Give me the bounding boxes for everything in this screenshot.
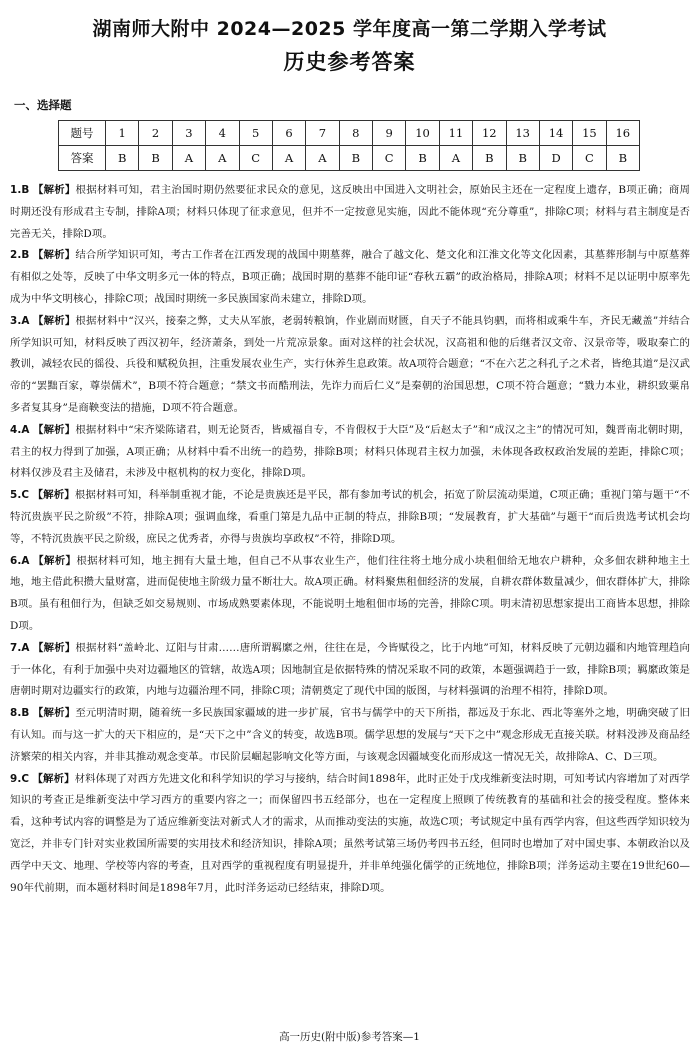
question-number-cell: 4 — [206, 121, 239, 146]
item-answer: 2.B — [10, 249, 30, 262]
analysis-tag: 【解析】 — [32, 707, 76, 720]
answer-cell: B — [106, 146, 139, 171]
question-number-cell: 11 — [439, 121, 472, 146]
explanation-item — [10, 420, 690, 485]
question-number-cell: 2 — [139, 121, 172, 146]
answer-table — [58, 120, 640, 171]
question-number-cell: 16 — [606, 121, 639, 146]
explanation-item — [10, 703, 690, 768]
analysis-tag: 【解析】 — [33, 554, 77, 567]
answer-cell: A — [306, 146, 339, 171]
analysis-tag: 【解析】 — [32, 184, 76, 196]
item-answer: 8.B — [10, 707, 30, 720]
item-text: 根据材料“盖岭北、辽阳与甘肃……唐所谓羁縻之州，往往在是，今皆赋役之，比于内地”可知，材料反映了元朝边疆和内地管理趋向于一体化，有利于加强中央对边疆地区的管辖，故选A项；因地制宜是依据特殊的情况采取不同的政策，本题强调趋于一致，排除B项；羁縻政策是唐朝时期对边疆实行的政策，内地与边疆治理不同，排除C项；清朝奠定了现代中国的版图，与材料强调的治理不相符，排除D项。 — [10, 641, 690, 698]
explanation-item — [10, 485, 690, 550]
row-label-answer: 答案 — [59, 146, 106, 171]
page-footer: 高一历史(附中版)参考答案—1 — [279, 1031, 420, 1043]
page-title: 湖南师大附中 2024—2025 学年度高一第二学期入学考试 — [92, 18, 607, 40]
item-text: 根据材料中“汉兴，接秦之弊，丈夫从军旅，老弱转粮饷，作业剧而财匮，自天子不能具钧驷，而将相或乘牛车，齐民无藏盖”并结合所学知识可知，材料反映了西汉初年，经济萧条，到处一片荒凉景象。面对这样的社会状况，汉高祖和他的后继者汉文帝、汉景帝等，吸取秦亡的教训，减轻农民的徭役、兵役和赋税负担，注重发展农业生产，实行休养生息政策。故A项符合题意；“不在六艺之科孔子之术者，皆绝其道”是汉武帝的“罢黜百家，尊崇儒术”，B项不符合题意；“禁文书而酷刑法，先诈力而后仁义”是秦朝的治国思想，C项不符合题意；“戮力本业，耕织致粟帛多者复其身”是商鞅变法的措施，D项不符合题意。 — [10, 314, 691, 414]
item-answer: 4.A — [10, 423, 30, 436]
question-number-cell: 14 — [539, 121, 572, 146]
answer-cell: B — [606, 146, 639, 171]
answer-cell: A — [439, 146, 472, 171]
question-number-cell: 1 — [106, 121, 139, 146]
question-number-cell: 8 — [339, 121, 372, 146]
explanation-item — [10, 180, 690, 245]
question-number-cell: 15 — [573, 121, 606, 146]
item-text: 材料体现了对西方先进文化和科学知识的学习与接纳，结合时间1898年，此时正处于戊戌维新变法时期，可知考试内容增加了对西学知识的考查正是维新变法中学习西方的重要内容之一；而保留四书五经部分，也在一定程度上照顾了传统教育的基础和社会的接受程度。整体来看，这种考试内容的调整是为了适应维新变法对新式人才的需求，从而推动变法的实施，故选C项；考试规定中虽有西学内容，但这些西学知识较为宽泛，并非专门针对实业救国所需要的实用技术和经济知识，排除A项；虽然考试第三场仍考四书五经，但同时也增加了对中国史事、本朝政治以及西学中天文、地理、学校等内容的考查，且对西学的重视程度有明显提升，并非单纯强化儒学的正统地位，排除B项；洋务运动主要在19世纪60—90年代前期，而本题材料时间是1898年7月，此时洋务运动已经结束，排除D项。 — [10, 772, 691, 894]
answer-cell: B — [506, 146, 539, 171]
question-number-cell: 13 — [506, 121, 539, 146]
analysis-tag: 【解析】 — [33, 641, 76, 654]
item-answer: 3.A — [10, 314, 30, 327]
answer-cell: D — [539, 146, 572, 171]
row-label-question: 题号 — [59, 121, 106, 146]
answer-cell: C — [573, 146, 606, 171]
question-number-cell: 10 — [406, 121, 439, 146]
item-answer: 1.B — [10, 184, 30, 196]
question-number-cell: 9 — [373, 121, 406, 146]
item-answer: 5.C — [10, 489, 30, 502]
item-text: 至元明清时期，随着统一多民族国家疆域的进一步扩展，官书与儒学中的天下所指，都远及于东北、西北等塞外之地，明确突破了旧有认知。而与这一扩大的天下相应的，是“天下之中”含义的转变，故选B项。儒学思想的发展与“天下之中”观念形成无直接关联。材料没涉及商品经济繁荣的相关内容，并非其推动观念变革。市民阶层崛起影响文化等方面，与该观念因疆域变化而形成这一情况无关，故排除A、C、D三项。 — [10, 707, 690, 763]
explanation-item — [10, 638, 690, 703]
answer-cell: B — [339, 146, 372, 171]
page-subtitle: 历史参考答案 — [283, 50, 416, 74]
analysis-tag: 【解析】 — [33, 423, 76, 436]
answer-cell: A — [172, 146, 205, 171]
item-text: 根据材料可知，君主治国时期仍然要征求民众的意见，这反映出中国进入文明社会，原始民主还在一定程度上遗存，B项正确；商周时期还没有形成君主专制，排除A项；材料只体现了征求意见，但并不一定按意见实施，因此不能体现“充分尊重”，排除C项；材料与君主制度是否完善无关，排除D项。 — [10, 184, 690, 240]
analysis-tag: 【解析】 — [33, 314, 76, 327]
question-number-cell: 12 — [473, 121, 506, 146]
answer-cell: B — [473, 146, 506, 171]
explanation-item — [10, 245, 690, 310]
answer-cell: B — [406, 146, 439, 171]
section-heading: 一、选择题 — [14, 98, 72, 112]
item-text: 根据材料中“宋齐梁陈诸君，则无论贤否，皆威福自专，不肯假权于大臣”及“后赵太子”和“成汉之主”的情况可知，魏晋南北朝时期，君主的权力得到了加强，A项正确；从材料中看不出统一的趋势，排除B项；材料只体现君主权力加强，未体现各政权政治发展的差距，排除C项；材料仅涉及君主及储君，未涉及中枢机构的权力变化，排除D项。 — [10, 423, 691, 480]
question-number-cell: 3 — [172, 121, 205, 146]
item-answer: 7.A — [10, 641, 30, 654]
question-number-cell: 6 — [272, 121, 305, 146]
question-number-row — [59, 121, 640, 146]
answer-cell: C — [373, 146, 406, 171]
item-answer: 9.C — [10, 772, 30, 785]
item-text: 根据材料可知，地主拥有大量土地，但自己不从事农业生产，他们往往将土地分成小块租佃给无地农户耕种，众多佃农耕种地主土地，地主借此积攒大量财富，进而促使地主阶级力量不断壮大。故A项正确。材料聚焦租佃经济的发展，自耕农群体数量减少，佃农群体扩大，排除B项。虽有租佃行为，但缺乏如交易规则、市场成熟要素体现，不能说明土地租佃市场的完善，排除C项。明末清初思想家提出工商皆本思想，排除D项。 — [10, 554, 690, 632]
analysis-tag: 【解析】 — [32, 249, 76, 262]
explanation-item — [10, 769, 690, 900]
explanation-item — [10, 551, 690, 638]
answer-cell: A — [206, 146, 239, 171]
item-answer: 6.A — [10, 554, 30, 567]
answer-cell: A — [272, 146, 305, 171]
explanation-list — [10, 180, 690, 899]
item-text: 结合所学知识可知，考古工作者在江西发现的战国中期墓葬，融合了越文化、楚文化和江淮文化等文化因素，其墓葬形制与中原墓葬有相似之处等，反映了中华文明多元一体的特点，B项正确；战国时期的墓葬不能印证“春秋五霸”的政治格局，排除A项；材料不足以证明中原率先成为中华文明核心，排除C项；战国时期统一多民族国家尚未建立，排除D项。 — [10, 249, 690, 305]
analysis-tag: 【解析】 — [32, 489, 75, 502]
explanation-item — [10, 311, 690, 420]
answer-cell: C — [239, 146, 272, 171]
answer-row — [59, 146, 640, 171]
item-text: 根据材料可知，科举制重视才能，不论是贵族还是平民，都有参加考试的机会，拓宽了阶层流动渠道，C项正确；重视门第与题干“不特沉贵族平民之阶级”不符，排除A项；强调血缘，看重门第是九品中正制的特点，排除B项；“发展教育，扩大基础”与题干“而后贵选考试机会均等，不特沉贵族平民之阶级，庶民之优秀者，亦得与贵族均享政权”不符，排除D项。 — [10, 489, 691, 545]
question-number-cell: 7 — [306, 121, 339, 146]
answer-cell: B — [139, 146, 172, 171]
question-number-cell: 5 — [239, 121, 272, 146]
analysis-tag: 【解析】 — [32, 772, 75, 785]
